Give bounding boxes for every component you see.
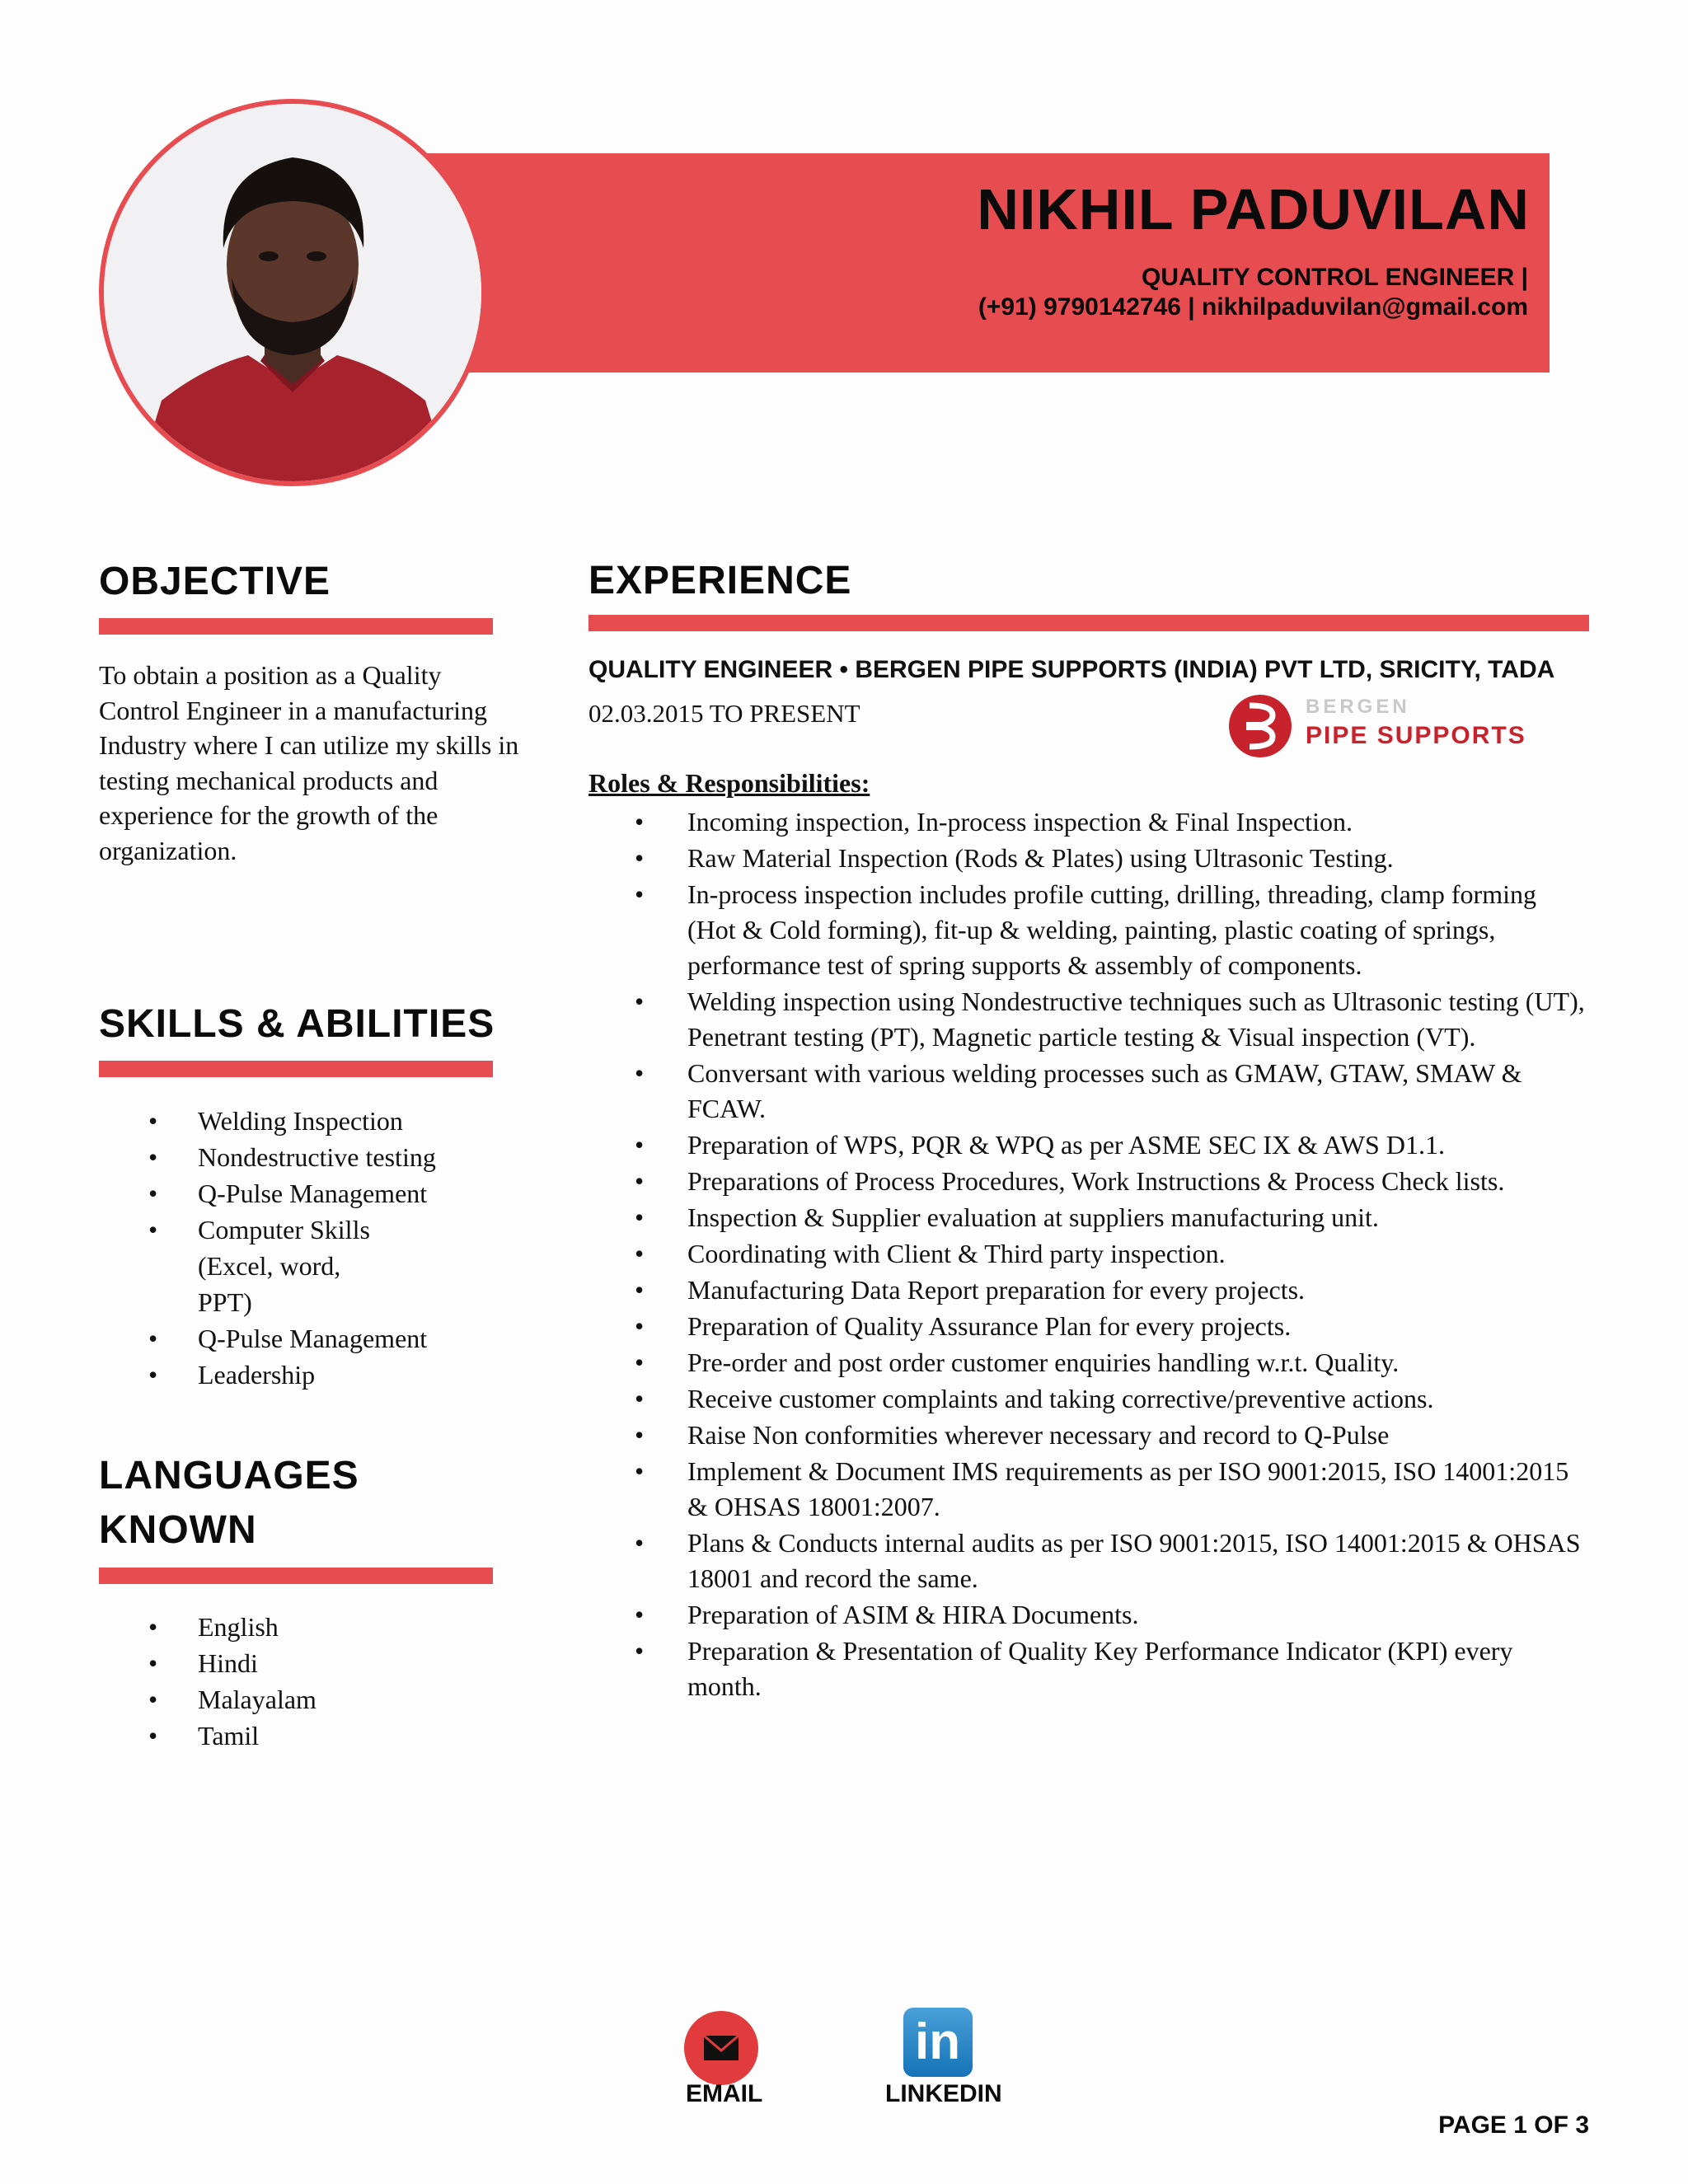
logo-text-top: BERGEN [1306,696,1410,718]
list-item: • English [99,1609,626,1645]
list-item: • Implement & Document IMS requirements as per ISO 9001:2015, ISO 14001:2015 & OHSAS 18001:2007. [588,1454,1586,1525]
profile-photo [99,99,486,486]
list-item: • Receive customer complaints and taking corrective/preventive actions. [588,1381,1586,1417]
skills-rule [99,1061,493,1077]
linkedin-glyph: in [915,2013,961,2070]
list-item: • Preparation of Quality Assurance Plan for every projects. [588,1309,1586,1344]
contact-info: (+91) 9790142746 | nikhilpaduvilan@gmail.com [978,293,1528,321]
list-item: • Computer Skills (Excel, word, PPT) [99,1212,396,1320]
list-item: • Plans & Conducts internal audits as per ISO 9001:2015, ISO 14001:2015 & OHSAS 18001 and record the same. [588,1526,1586,1596]
job-position: QUALITY ENGINEER • BERGEN PIPE SUPPORTS (INDIA) PVT LTD, SRICITY, TADA [588,656,1555,683]
languages-heading-line1: LANGUAGES [99,1454,359,1497]
list-item: • Hindi [99,1645,626,1681]
page-current: 1 [1513,2111,1527,2139]
list-item: • Raise Non conformities wherever necessary and record to Q-Pulse [588,1418,1586,1453]
languages-heading [99,1449,359,1558]
list-item: • Coordinating with Client & Third party inspection. [588,1236,1586,1272]
page-of: OF [1534,2111,1568,2139]
list-item: • Tamil [99,1718,626,1754]
list-item: • Raw Material Inspection (Rods & Plates) using Ultrasonic Testing. [588,841,1586,876]
roles-heading: Roles & Responsibilities: [588,768,870,798]
list-item: • Manufacturing Data Report preparation for every projects. [588,1272,1586,1308]
list-item: • Welding inspection using Nondestructive techniques such as Ultrasonic testing (UT), Penetrant testing (PT), Magnetic particle testing & Visual inspection (VT). [588,984,1586,1055]
objective-text: To obtain a position as a Quality Control Engineer in a manufacturing Industry where I can utilize my skills in testing mechanical products and experience for the growth of the organization. [99,660,519,865]
list-item: • Preparation & Presentation of Quality Key Performance Indicator (KPI) every month. [588,1633,1586,1704]
page-prefix: PAGE [1438,2111,1507,2139]
list-item: • Nondestructive testing [99,1139,626,1175]
linkedin-icon[interactable] [903,2008,973,2077]
candidate-name: NIKHIL PADUVILAN [977,177,1530,241]
list-item: • Leadership [99,1357,626,1393]
objective-heading: OBJECTIVE [99,560,331,603]
list-item: • Q-Pulse Management [99,1175,626,1212]
linkedin-link[interactable]: LINKEDIN [885,2080,1002,2107]
company-logo [1225,691,1543,762]
objective-rule [99,618,493,635]
list-item: • Welding Inspection [99,1103,626,1139]
skills-list [99,1103,626,1393]
page-total: 3 [1575,2111,1589,2139]
experience-rule [588,615,1589,631]
list-item: • Inspection & Supplier evaluation at suppliers manufacturing unit. [588,1200,1586,1235]
list-item: • Preparation of WPS, PQR & WPQ as per ASME SEC IX & AWS D1.1. [588,1127,1586,1163]
logo-text-bottom: PIPE SUPPORTS [1306,722,1526,749]
languages-heading-line2: KNOWN [99,1508,257,1552]
list-item: • Pre-order and post order customer enquiries handling w.r.t. Quality. [588,1345,1586,1380]
job-title-header: QUALITY CONTROL ENGINEER | [1142,264,1528,291]
list-item: • Q-Pulse Management [99,1320,626,1357]
list-item: • Malayalam [99,1681,626,1718]
list-item: • Preparations of Process Procedures, Work Instructions & Process Check lists. [588,1164,1586,1199]
skills-heading: SKILLS & ABILITIES [99,1002,495,1046]
list-item: • In-process inspection includes profile cutting, drilling, threading, clamp forming (Hot & Cold forming), fit-up & welding, painting, plastic coating of springs, performance test of spring supports & assembly of components. [588,877,1586,983]
email-link[interactable]: EMAIL [686,2080,763,2107]
page-number [1438,2111,1589,2139]
list-item: • Conversant with various welding processes such as GMAW, GTAW, SMAW & FCAW. [588,1056,1586,1127]
list-item: • Preparation of ASIM & HIRA Documents. [588,1597,1586,1633]
languages-list [99,1609,626,1754]
list-item: • Incoming inspection, In-process inspection & Final Inspection. [588,804,1586,840]
roles-list [588,804,1586,1705]
languages-rule [99,1568,493,1584]
experience-heading: EXPERIENCE [588,559,852,602]
job-dates: 02.03.2015 TO PRESENT [588,699,860,728]
email-icon[interactable] [684,2011,758,2085]
